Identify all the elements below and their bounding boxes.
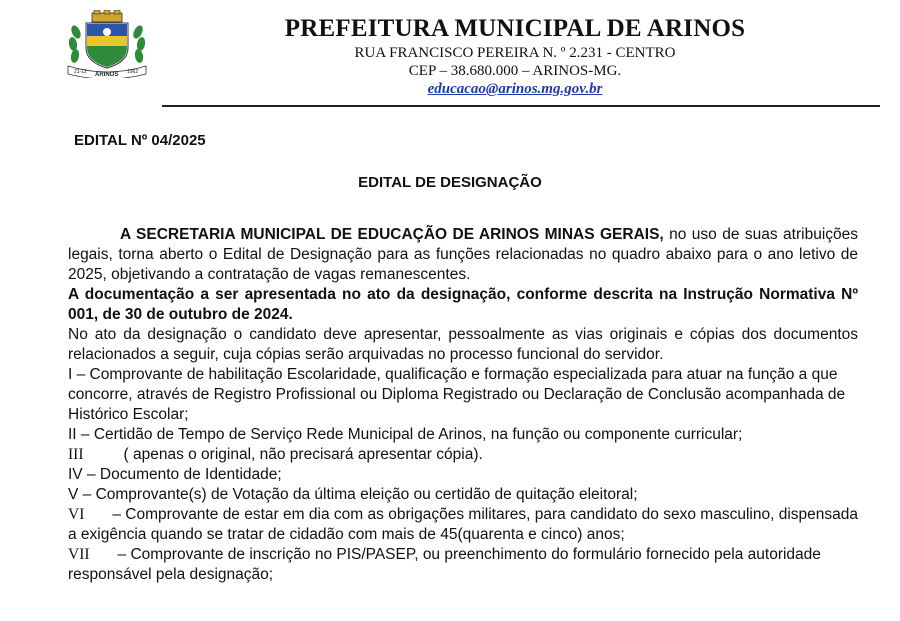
intro-text: no uso de suas atribuições legais, torna aberto o Edital de Designação para as funções relacionadas no quadro abaixo para o ano letivo de 2025, objetivando a contratação de vagas remanescentes. [68, 226, 859, 283]
item-text: – Certidão de Tempo de Serviço Rede Municipal de Arinos, na função ou componente curricular; [76, 426, 743, 443]
intro-bold: A SECRETARIA MUNICIPAL DE EDUCAÇÃO DE ARINOS MINAS GERAIS, [120, 226, 664, 243]
list-item [68, 485, 858, 505]
item-text: – Documento de Identidade; [82, 466, 282, 483]
address-line: RUA FRANCISCO PEREIRA N. º 2.231 - CENTRO [354, 45, 676, 61]
item-number: II [68, 426, 77, 443]
municipality-title: PREFEITURA MUNICIPAL DE ARINOS [284, 15, 746, 42]
intro-paragraph [68, 225, 858, 285]
crest-ribbon-center: ARINOS [95, 72, 119, 78]
item-text: – Comprovante de estar em dia com as obrigações militares, para candidato do sexo masculino, dispensada a exigência quando se tratar de cidadão com mais de 45(quarenta e cinco) anos; [68, 506, 858, 543]
crest-ribbon-left: 21-12 [74, 69, 87, 75]
municipal-crest-logo [62, 10, 152, 78]
item-number: VII [68, 546, 90, 563]
documentation-note: A documentação a ser apresentada no ato da designação, conforme descrita na Instrução Normativa Nº 001, de 30 de outubro de 2024. [68, 286, 858, 323]
item-number: IV [68, 466, 83, 483]
letterhead-text [255, 14, 775, 98]
list-item [68, 365, 858, 425]
list-item [68, 505, 858, 545]
item-text: – Comprovante de inscrição no PIS/PASEP, ou preenchimento do formulário fornecido pela autoridade responsável pela designação; [68, 546, 821, 583]
item-number: I [68, 366, 73, 383]
email-link[interactable]: educacao@arinos.mg.gov.br [427, 81, 603, 97]
edital-number: EDITAL Nº 04/2025 [74, 132, 206, 149]
list-item [68, 465, 858, 485]
item-text: – Comprovante de habilitação Escolaridade, qualificação e formação especializada para atuar na função a que concorre, através de Registro Profissional ou Diploma Registrado ou Declaração de Conclusão acompanhada de Histórico Escolar; [68, 366, 846, 423]
item-number: V [68, 486, 79, 503]
crest-ribbon-right: 1962 [127, 69, 139, 75]
item-number: VI [68, 506, 85, 523]
cep-line: CEP – 38.680.000 – ARINOS-MG. [408, 63, 622, 79]
item-number: III [68, 446, 84, 463]
documents-intro: No ato da designação o candidato deve apresentar, pessoalmente as vias originais e cópias dos documentos relacionados a seguir, cuja cópias serão arquivadas no processo funcional do servidor. [68, 326, 858, 363]
edital-body [68, 225, 858, 585]
item-text: ( apenas o original, não precisará apresentar cópia). [123, 446, 483, 463]
item-text: – Comprovante(s) de Votação da última eleição ou certidão de quitação eleitoral; [78, 486, 638, 503]
edital-title: EDITAL DE DESIGNAÇÃO [358, 174, 542, 191]
list-item [68, 445, 858, 465]
header-divider [162, 105, 880, 107]
list-item [68, 545, 858, 585]
letterhead [0, 0, 900, 110]
list-item [68, 425, 858, 445]
